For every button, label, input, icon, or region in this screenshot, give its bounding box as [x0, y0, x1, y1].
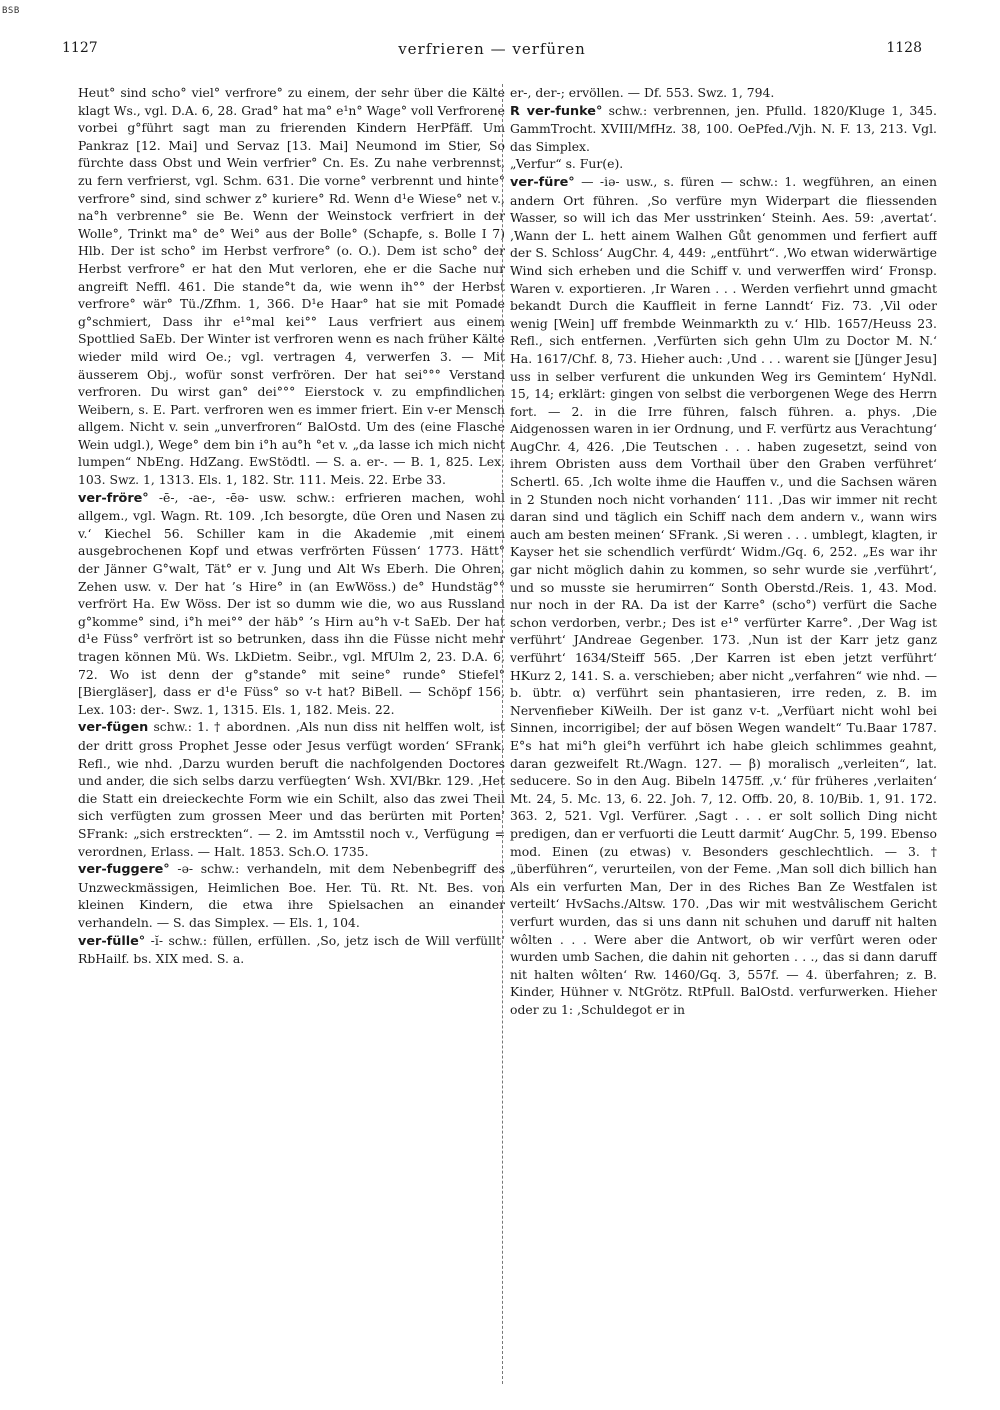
- left-column: [78, 84, 505, 1384]
- entry-headword: ver-fuggere°: [78, 862, 170, 878]
- entry-headword: ver-fügen: [78, 720, 149, 736]
- right-column: [510, 84, 937, 1384]
- entry-body: -ĭ- schw.: füllen, erfüllen. ‚So, jetz isch de Will verfüllt‘ RbHailf. bs. XIX med. S. a.: [78, 932, 505, 967]
- dictionary-entry: [78, 718, 505, 860]
- entry-headword: ver-füre°: [510, 174, 575, 190]
- entry-body: er-, der-; ervöllen. — Df. 553. Swz. 1, 794.: [510, 85, 775, 100]
- entry-body: schw.: verbrennen, jen. Pfulld. 1820/Kluge 1, 345. GammTrocht. XVIII/MfHz. 38, 100. OePfed./Vjh. N. F. 13, 213. Vgl. das Simplex.: [510, 102, 937, 154]
- entry-body: -ē-, -ae-, -ēə- usw. schw.: erfrieren machen, wohl allgem., vgl. Wagn. Rt. 109. ‚Ich besorgte, düe Oren und Nasen zu v.‘ Kiechel 56. Schiller kam in die Akademie ‚mit einem ausgebrochenen Kopf und etwas verfrörten Füssen‘ 1773. Hätt° der Jänner G°walt, Tät° er v. Jung und Alt Ws Eberh. Die Ohren, Zehen usw. v. Der hat ’s Hire° in (an EwWöss.) de° Hundstäg°° verfrört Ha. Ew Wöss. Der ist so dumm wie die, wo aus Russland g°komme° sind, i°h mei°° der häb° ’s Hirn au°h v-t SaEb. Der hat d¹e Füss° verfrört ist so betrunken, dass ihn die Füsse nicht mehr tragen können Mü. Ws. LkDietm. Seibr., vgl. MfUlm 2, 23. D.A. 6, 72. Wo ist denn der g°stande° mit seine° runde° Stiefel° [Biergläser], dass er d¹e Füss° so v-t hat? BiBell. — Schöpf 156, Lex. 103: der-. Swz. 1, 1315. Els. 1, 182. Meis. 22.: [78, 489, 505, 717]
- entry-headword: ver-fröre°: [78, 490, 149, 506]
- entry-body: schw.: 1. † abordnen. ‚Als nun diss nit helffen wolt, ist der dritt gross Prophet Jesse oder Jesus verfügt worden‘ SFrank. Refl., wie nhd. ‚Darzu wurden beruft die nachfolgenden Doctores und ander, die sich selbs darzu verfüegten‘ Wsh. XVI/Bkr. 129. ‚Het die Statt ein dreieckechte Form wie ein Schilt, also das zwei Theil sich verfügten zum grossen Meer und das berürten mit Porten‘ SFrank: „sich erstreckten“. — 2. im Amtsstil noch v., Verfügung = verordnen, Erlass. — Halt. 1853. Sch.O. 1735.: [78, 719, 505, 859]
- entry-text: [510, 155, 937, 173]
- entry-text: [510, 84, 937, 102]
- dictionary-entry: [78, 489, 505, 719]
- entry-body: -ǝ- schw.: verhandeln, mit dem Nebenbegriff des Unzweckmässigen, Heimlichen Boe. Her. Tü. Rt. Nt. Bes. von kleinen Kindern, die etwa ihre Spielsachen an einander verhandeln. — S. das Simplex. — Els. 1, 104.: [78, 861, 505, 930]
- entry-body: „Verfur“ s. Fur(e).: [510, 156, 624, 172]
- entry-body: — -iə- usw., s. füren — schw.: 1. wegführen, an einen andern Ort führen. ‚So verfüre myn Widerpart die fliessenden Wasser, so will ich das Mer usstrinken‘ Steinh. Aes. 59: ‚avertat‘. ‚Wann der L. hett ainem Walhen Gůt genommen und ferfiert auff der S. Schloss‘ AugChr. 4, 449: „entführt“. ‚Wo etwan widerwärtige Wind sich erheben und die Schiff v. und verwerffen wird‘ Fronsp. Waren v. exportieren. ‚Ir Waren . . . Werden verfiehrt unnd gmacht bekandt Durch die Kauffleit in ferne Lanndt‘ Fiz. 73. ‚Vil oder wenig [Wein] uff frembde Weinmarkth zu v.‘ Hlb. 1657/Heuss 23. Refl., sich entfernen. ‚Verfürten sich gehn Ulm zu Doctor M. N.‘ Ha. 1617/Chf. 8, 73. Hieher auch: ‚Und . . . warent sie [Jünger Jesu] uss in selber verfurent die unkunden Weg irs Gemintem‘ HyNdl. 15, 14; erklärt: gingen von selbst die verborgenen Wege des Herrn fort. — 2. in die Irre führen, falsch führen. a. phys. ‚Die Aidgenossen waren in ier Ordnung, und F. verfürtz aus Verachtung‘ AugChr. 4, 426. ‚Die Teutschen . . . haben zugesetzt, seind von ihrem Obristen auss dem Vorthail über den Graben verführet‘ Schertl. 65. ‚Ich wolte ihme die Hauffen v., und die Sachsen wären in 2 Stunden noch nicht vorhanden‘ 111. ‚Das wir immer nit recht daran sind und täglich ein Schiff nach dem andern v., wann wirs auch am besten meinen‘ SFrank. ‚Si weren . . . umblegt, klagten, ir Kayser het sie schendlich verfürdt‘ Widm./Gq. 6, 252. „Es war ihr gar nicht möglich dahin zu kommen, so sehr wurde sie ‚verführt‘, und so musste sie herumirren“ Sonth Oberstd./Reis. 1, 43. Mod. nur noch in der RA. Da ist der Karre° (scho°) verfürt die Sache schon verdorben, verbr.; Des ist e¹° verfürter Karre°. ‚Der Wag ist verführt‘ JAndreae Gegenber. 173. ‚Nun ist der Karr jetz ganz verführt‘ 1634/Steiff 565. ‚Der Karren ist eben jetzt verführt‘ HKurz 2, 141. S. a. verschieben; aber nicht „verfahren“ wie nhd. — b. übtr. α) verführt sein phantasieren, irre reden, z. B. im Nervenfieber KiWeilh. Der ist ganz v-t. „Verfüart nicht wohl bei Sinnen, incorrigibel; der auf bösen Wegen wandelt“ Tu.Baar 1787. E°s hat mi°h glei°h verführt ich habe gleich schlimmes geahnt, daran gezweifelt Rt./Wagn. 127. — β) moralisch „verleiten“, lat. seducere. So in den Aug. Bibeln 1475ff. ‚v.‘ für früheres ‚verlaiten‘ Mt. 24, 5. Mc. 13, 6. 22. Joh. 7, 12. Offb. 20, 8. 10/Bib. 1, 91. 172. 363. 2, 521. Vgl. Verfürer. ‚Sagt . . . er solt sollich Ding nicht predigen, dan er verfuorti die Leutt darmit‘ AugChr. 5, 199. Ebenso mod. Einen (zu etwas) v. Besonders geschlechtlich. — 3. † „überführen“, verurteilen, von der Feme. ‚Man soll dich billich han Als ein verfurten Man, Der in des Riches Ban Ze Westfalen ist verteilt‘ HvSachs./Altsw. 170. ‚Das wir mit westvâlischem Gericht verfurt wurden, das si uns dann nit schuhen und daruff nit halten wôlten . . . Were aber die Antwort, ob wir verfûrt weren oder wurden umb Sachen, die dahin nit gehorten . . ., das si dann daruff nit halten wôlten‘ Rw. 1460/Gq. 3, 557f. — 4. überfahren; z. B. Kinder, Hühner v. NtGrötz. RtPfull. BalOstd. verfurwerken. Hieher oder zu 1: ‚Schuldegot er in: [510, 173, 937, 1017]
- dictionary-entry: [78, 860, 505, 931]
- running-title: verfrieren — verfüren: [398, 40, 586, 58]
- dictionary-entry: [78, 932, 505, 968]
- page-header: [62, 40, 922, 64]
- page-number-left: 1127: [62, 40, 98, 56]
- page-number-right: 1128: [886, 40, 922, 56]
- library-stamp: BSB: [2, 6, 20, 16]
- entry-headword: R ver-funke°: [510, 103, 603, 119]
- entry-body: Heut° sind scho° viel° verfrore° zu einem, der sehr über die Kälte klagt Ws., vgl. D.A. 6, 28. Grad° hat ma° e¹n° Wage° voll Verfrorene vorbei g°führt sagt man zu frierenden Kindern HerPfäff. Um Pankraz [12. Mai] und Servaz [13. Mai] Neumond im Stier, So fürchte dass Obst und Wein verfrier° Cn. Es. Zu nahe verbrennst, zu fern verfrierst, vgl. Schm. 631. Die vorne° verbrennt und hinte° verfrore° sind, sind schwer z° kuriere° Rd. Wenn d¹e Wiese° net v., na°h verbrenne° sie Be. Wenn der Weinstock verfriert in der Wolle°, Trinkt ma° de° Wei° aus der Bolle° (Schapfe, s. Bolle I 7) Hlb. Der ist scho° im Herbst verfrore° (o. O.). Dem ist scho° der Herbst verfrore° er hat den Mut verloren, ehe er die Sache nur angreift Neffl. 461. Die stande°t da, wie wenn ih°° der Herbst verfrore° wär° Tü./Zfhm. 1, 366. D¹e Haar° hat sie mit Pomade g°schmiert, Dass ihr e¹°mal kei°° Laus verfriert aus einem Spottlied SaEb. Der Winter ist verfroren wenn es nach früher Kälte wieder mild wird Oe.; vgl. vertragen 4, verwerfen 3. — Mit äusserem Obj., wofür sonst verfrören. Der hat sei°°° Verstand verfroren. Du wirst gan° dei°°° Eierstock v. zu empfindlichen Weibern, s. E. Part. verfroren wen es immer friert. Ein v-er Mensch allgem. Nicht v. sein „unverfroren“ BalOstd. Um des (eine Flasche Wein udgl.), Wege° dem bin i°h au°h °et v. „da lasse ich mich nicht lumpen“ NbEng. HdZang. EwStödtl. — S. a. er-. — B. 1, 825. Lex. 103. Swz. 1, 1313. Els. 1, 182. Str. 111. Meis. 22. Erbe 33.: [78, 85, 505, 488]
- dictionary-entry: [510, 102, 937, 156]
- entry-headword: ver-fülle°: [78, 933, 146, 949]
- entry-text: [78, 84, 505, 489]
- column-divider: [502, 84, 503, 1384]
- dictionary-entry: [510, 173, 937, 1019]
